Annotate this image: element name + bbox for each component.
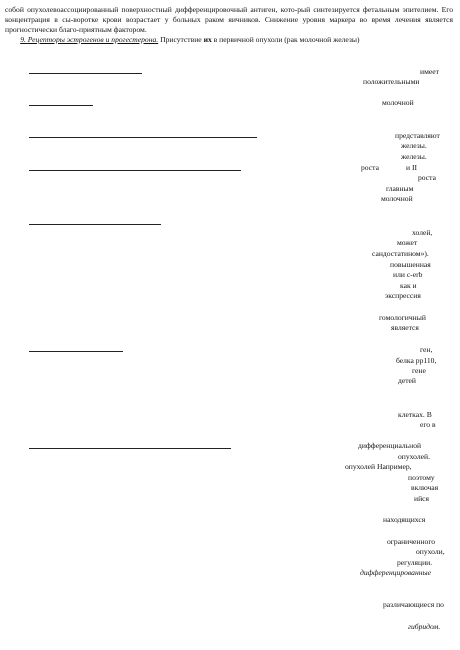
text-fragment: является <box>391 323 419 332</box>
text-fragment: положительными <box>363 77 420 86</box>
blank-line-3 <box>29 137 257 138</box>
text-fragment: различающиеся по <box>383 600 444 609</box>
text-fragment: ийся <box>414 494 429 503</box>
receptor-sentence-bold: их <box>203 35 212 44</box>
text-fragment: может <box>397 238 418 247</box>
blank-line-5 <box>29 224 161 225</box>
text-fragment: холей, <box>412 228 433 237</box>
text-fragment: его в <box>420 420 436 429</box>
text-fragment: дифференциальной <box>358 441 422 450</box>
text-fragment: железы. <box>401 141 427 150</box>
text-fragment: представляют <box>395 131 440 140</box>
text-fragment: повышенная <box>390 260 431 269</box>
text-fragment: гене <box>412 366 426 375</box>
text-fragment: экспрессия <box>385 291 421 300</box>
receptor-sentence-start: Присутствие <box>160 35 202 44</box>
text-fragment: или c-erb <box>393 270 423 279</box>
text-fragment: белка рр110, <box>396 356 437 365</box>
text-fragment: включая <box>411 483 439 492</box>
text-fragment: регуляции. <box>397 558 433 567</box>
text-fragment: роста <box>361 163 379 172</box>
text-fragment: имеет <box>420 67 439 76</box>
receptor-sentence-end: в первичной опухоли (рак молочной железы) <box>213 35 360 44</box>
text-fragment: опухолей. <box>398 452 430 461</box>
blank-line-1 <box>29 73 142 74</box>
text-fragment: железы. <box>401 152 427 161</box>
text-fragment: ограниченного <box>387 537 436 546</box>
text-fragment: дифференцированные <box>360 568 432 577</box>
text-fragment: сандостатином»). <box>372 249 429 258</box>
blank-line-4 <box>29 170 241 171</box>
text-fragment: опухоли, <box>416 547 445 556</box>
text-fragment: главным <box>386 184 414 193</box>
text-fragment: и II <box>406 163 418 172</box>
blank-line-6 <box>29 351 123 352</box>
intro-text: собой опухолевоассоциированный поверхностный дифференцировочный антиген, кото-рый синтезируется фетальным эпителием. Его концентрация в сы-воротке крови возрастает у больных раком яичников. Снижение уровня маркера во время лечения является прогностически благо-приятным фактором. <box>5 5 453 34</box>
intro-paragraph <box>5 5 453 45</box>
section-heading-title: Рецепторы эстрогенов и прогестерона. <box>27 35 159 44</box>
text-fragment: клетках. В <box>398 410 432 419</box>
text-fragment: как и <box>400 281 417 290</box>
blank-line-7 <box>29 448 231 449</box>
section-heading-number: 9. <box>20 35 26 44</box>
text-fragment: гомологичный <box>379 313 426 322</box>
text-fragment: молочной <box>382 98 414 107</box>
text-fragment: опухолей Например, <box>345 462 412 471</box>
text-fragment: детей <box>398 376 416 385</box>
text-fragment: находящихся <box>383 515 426 524</box>
text-fragment: молочной <box>381 194 413 203</box>
section-heading <box>20 35 158 44</box>
text-fragment: роста <box>418 173 436 182</box>
text-fragment: ген, <box>420 345 433 354</box>
blank-line-2 <box>29 105 93 106</box>
text-fragment: поэтому <box>408 473 435 482</box>
text-fragment: гибридом. <box>408 622 441 631</box>
